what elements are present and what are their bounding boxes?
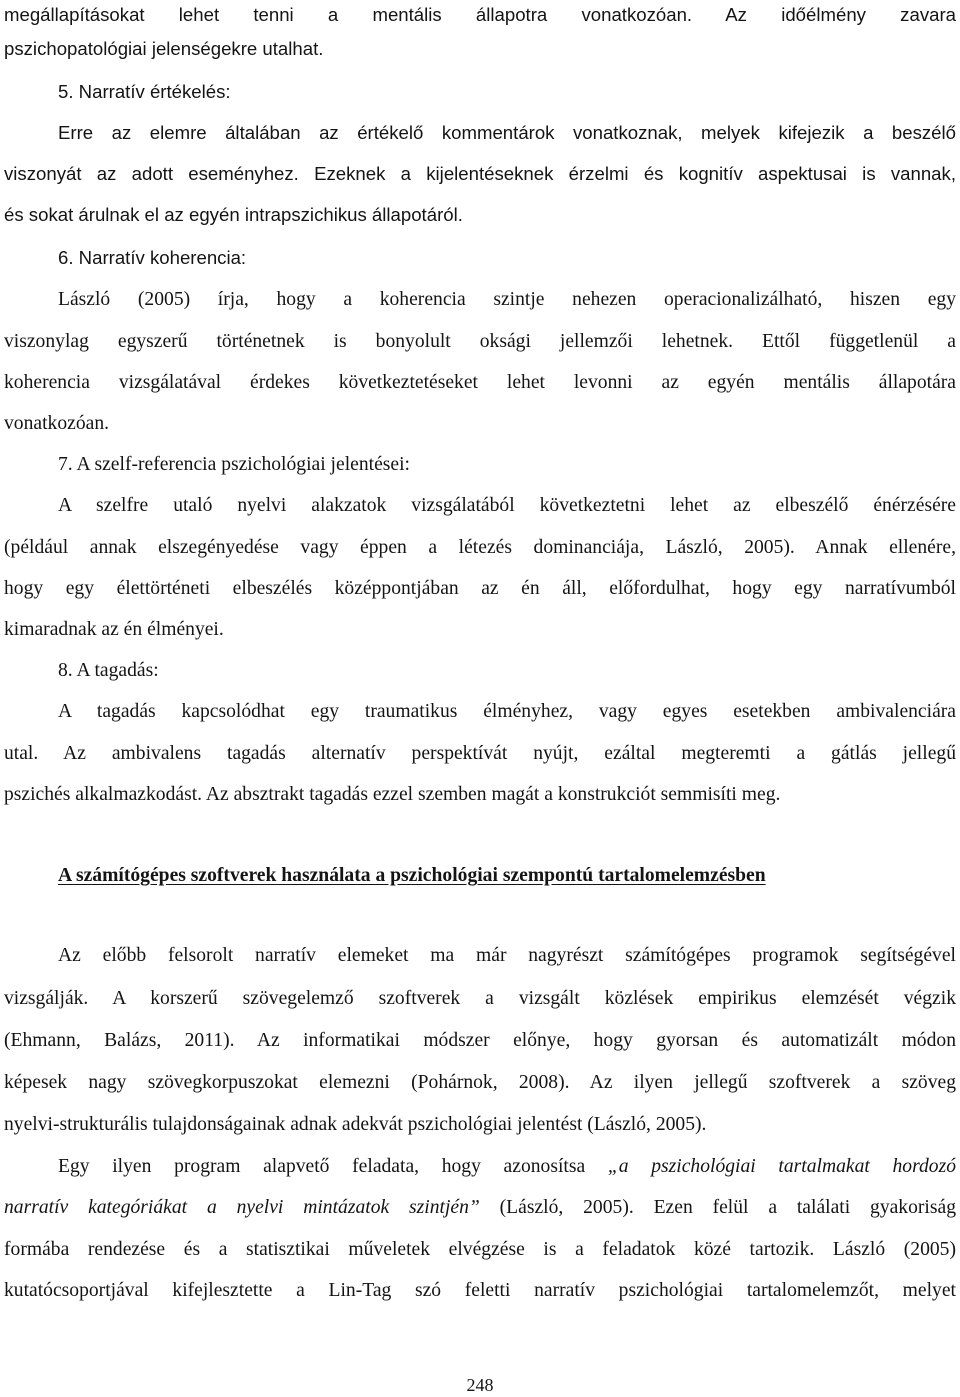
body-line: pszichés alkalmazkodást. Az absztrakt tagadás ezzel szemben magát a konstrukciót semmisíti meg. (4, 784, 781, 805)
body-line: viszonylag egyszerű történetnek is bonyolult oksági jellemzői lehetnek. Ettől függetlenül a (4, 331, 956, 352)
body-line: utal. Az ambivalens tagadás alternatív perspektívát nyújt, ezáltal megteremti a gátlás jellegű (4, 743, 956, 764)
body-line: László (2005) írja, hogy a koherencia szintje nehezen operacionalizálható, hiszen egy (58, 289, 956, 310)
body-line: koherencia vizsgálatával érdekes következtetéseket lehet levonni az egyén mentális állapotára (4, 372, 956, 393)
body-line: (Ehmann, Balázs, 2011). Az informatikai módszer előnye, hogy gyorsan és automatizált módon (4, 1030, 956, 1051)
body-line: Az előbb felsorolt narratív elemeket ma már nagyrészt számítógépes programok segítségével (58, 945, 956, 966)
body-line: viszonyát az adott eseményhez. Ezeknek a kijelentéseknek érzelmi és kognitív aspektusai is vannak, (4, 163, 956, 184)
body-line (58, 1152, 956, 1182)
body-line: kimaradnak az én élményei. (4, 619, 224, 640)
body-line: (például annak elszegényedése vagy éppen a létezés dominanciája, László, 2005). Annak ellenére, (4, 537, 956, 558)
quote-run: narratív kategóriákat a nyelvi mintázatok szintjén” (4, 1197, 480, 1218)
quote-run: „a pszichológiai tartalmakat hordozó (607, 1156, 956, 1177)
body-line: formába rendezése és a statisztikai műveletek elvégzése is a feladatok közé tartozik. László (2005) (4, 1239, 956, 1260)
text-run: (László, 2005). Ezen felül a találati gyakoriság (479, 1197, 956, 1218)
intro-line: pszichopatológiai jelenségekre utalhat. (4, 38, 324, 59)
body-line: képesek nagy szövegkorpuszokat elemezni (Pohárnok, 2008). Az ilyen jellegű szoftverek a szöveg (4, 1072, 956, 1093)
item-6-title: 6. Narratív koherencia: (58, 247, 247, 268)
body-line: vonatkozóan. (4, 413, 110, 434)
text-run: Egy ilyen program alapvető feladata, hogy azonosítsa (58, 1156, 608, 1177)
body-line: Erre az elemre általában az értékelő kommentárok vonatkoznak, melyek kifejezik a beszélő (58, 122, 956, 143)
item-8-title: 8. A tagadás: (58, 660, 159, 681)
body-line: A tagadás kapcsolódhat egy traumatikus élményhez, vagy egyes esetekben ambivalenciára (58, 701, 956, 722)
body-line: és sokat árulnak el az egyén intrapszichikus állapotáról. (4, 204, 463, 225)
body-line: hogy egy élettörténeti elbeszélés középpontjában az én áll, előfordulhat, hogy egy narratívumból (4, 578, 956, 599)
item-7-title: 7. A szelf-referencia pszichológiai jelentései: (58, 454, 410, 475)
item-5-title: 5. Narratív értékelés: (58, 81, 231, 102)
body-line: kutatócsoportjával kifejlesztette a Lin-Tag szó feletti narratív pszichológiai tartalomelemzőt, melyet (4, 1280, 956, 1301)
body-line (4, 1193, 956, 1223)
section-heading: A számítógépes szoftverek használata a pszichológiai szempontú tartalomelemzésben (58, 865, 766, 886)
page-number: 248 (466, 1375, 494, 1395)
body-line: nyelvi-strukturális tulajdonságainak adnak adekvát pszichológiai jelentést (László, 2005). (4, 1114, 707, 1135)
body-line: A szelfre utaló nyelvi alakzatok vizsgálatából következtetni lehet az elbeszélő énérzésére (58, 495, 956, 516)
body-line: vizsgálják. A korszerű szövegelemző szoftverek a vizsgált közlések empirikus elemzését végzik (4, 988, 956, 1009)
intro-line: megállapításokat lehet tenni a mentális állapotra vonatkozóan. Az időélmény zavara (4, 4, 956, 25)
